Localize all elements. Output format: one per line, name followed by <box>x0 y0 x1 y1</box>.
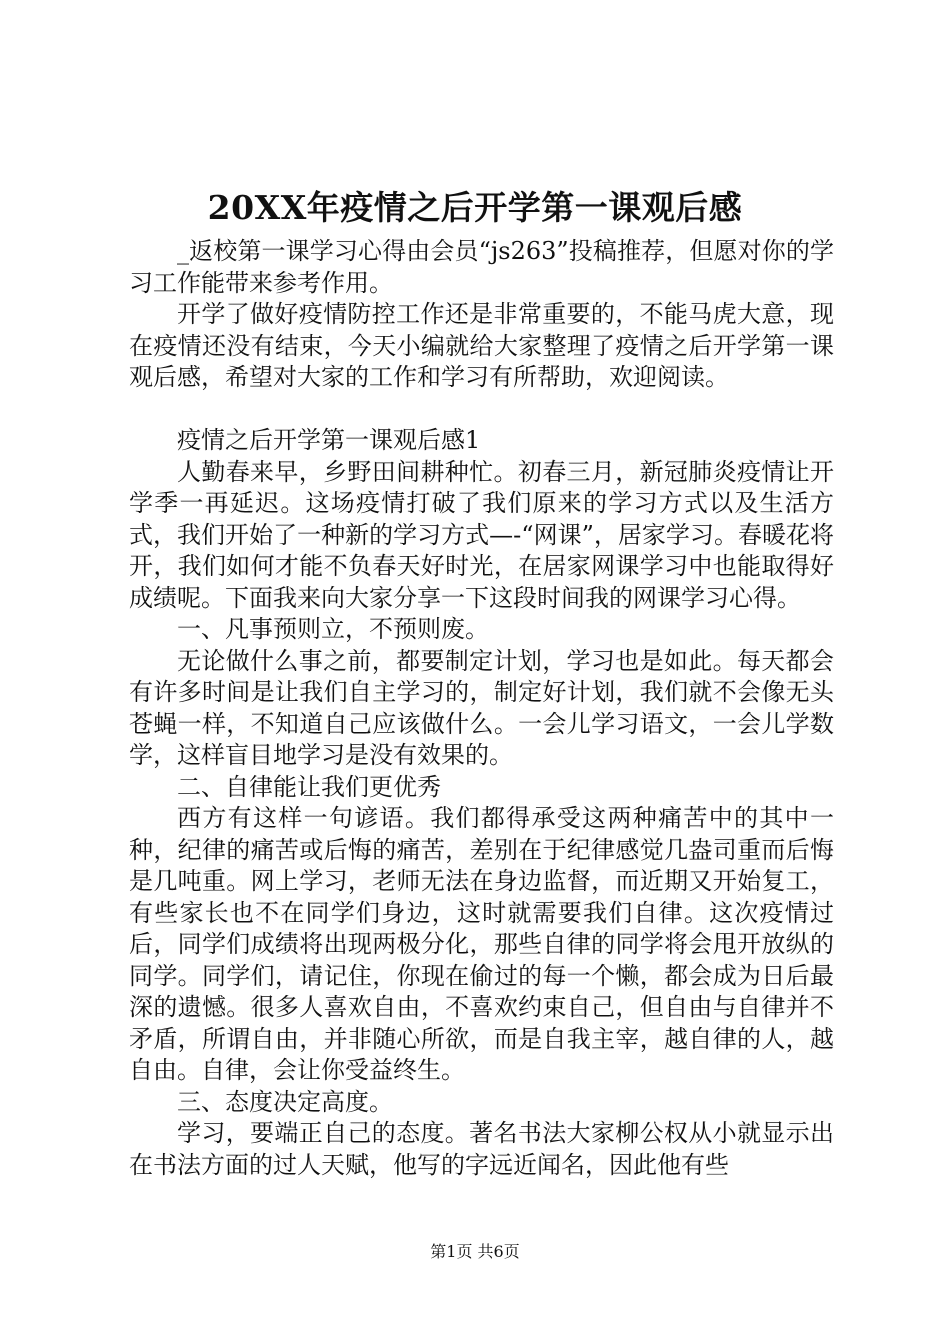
section-heading: 疫情之后开学第一课观后感1 <box>177 426 481 454</box>
page-number-footer: 第1页 共6页 <box>430 1242 520 1261</box>
paragraph: 无论做什么事之前，都要制定计划，学习也是如此。每天都会有许多时间是让我们自主学习的，制定好计划，我们就不会像无头苍蝇一样，不知道自己应该做什么。一会儿学习语文，一会儿学数学，这样盲目地学习是没有效果的。 <box>129 646 834 769</box>
paragraph-lead: 开学了做好疫情防控工作还是非常重要的，不能马虎大意，现在疫情还没有结束，今天小编就给大家整理了疫情之后开学第一课观后感，希望对大家的工作和学习有所帮助，欢迎阅读。 <box>129 300 834 391</box>
paragraph: 人勤春来早，乡野田间耕种忙。初春三月，新冠肺炎疫情让开学季一再延迟。这场疫情打破了我们原来的学习方式以及生活方式，我们开始了一种新的学习方式—-“网课”，居家学习。春暖花将开，我们如何才能不负春天好时光，在居家网课学习中也能取得好成绩呢。下面我来向大家分享一下这段时间我的网课学习心得。 <box>129 457 834 612</box>
subheading-3: 三、态度决定高度。 <box>177 1087 393 1116</box>
document-title: 20XX年疫情之后开学第一课观后感 <box>207 188 743 227</box>
subheading-2: 二、自律能让我们更优秀 <box>177 772 441 801</box>
paragraph-spacer <box>129 394 834 426</box>
subheading-1: 一、凡事预则立，不预则废。 <box>177 615 489 643</box>
paragraph: 西方有这样一句谚语。我们都得承受这两种痛苦中的其中一种，纪律的痛苦或后悔的痛苦，差别在于纪律感觉几盎司重而后悔是几吨重。网上学习，老师无法在身边监督，而近期又开始复工，有些家长也不在同学们身边，这时就需要我们自律。这次疫情过后，同学们成绩将出现两极分化，那些自律的同学将会甩开放纵的同学。同学们，请记住，你现在偷过的每一个懒，都会成为日后最深的遗憾。很多人喜欢自由，不喜欢约束自己，但自由与自律并不矛盾，所谓自由，并非随心所欲，而是自我主宰，越自律的人，越自由。自律，会让你受益终生。 <box>129 804 834 1084</box>
paragraph-intro: _返校第一课学习心得由会员“js263”投稿推荐，但愿对你的学习工作能带来参考作用。 <box>129 237 834 297</box>
paragraph: 学习，要端正自己的态度。著名书法大家柳公权从小就显示出在书法方面的过人天赋，他写的字远近闻名，因此他有些 <box>129 1119 834 1179</box>
document-body <box>129 236 834 1181</box>
